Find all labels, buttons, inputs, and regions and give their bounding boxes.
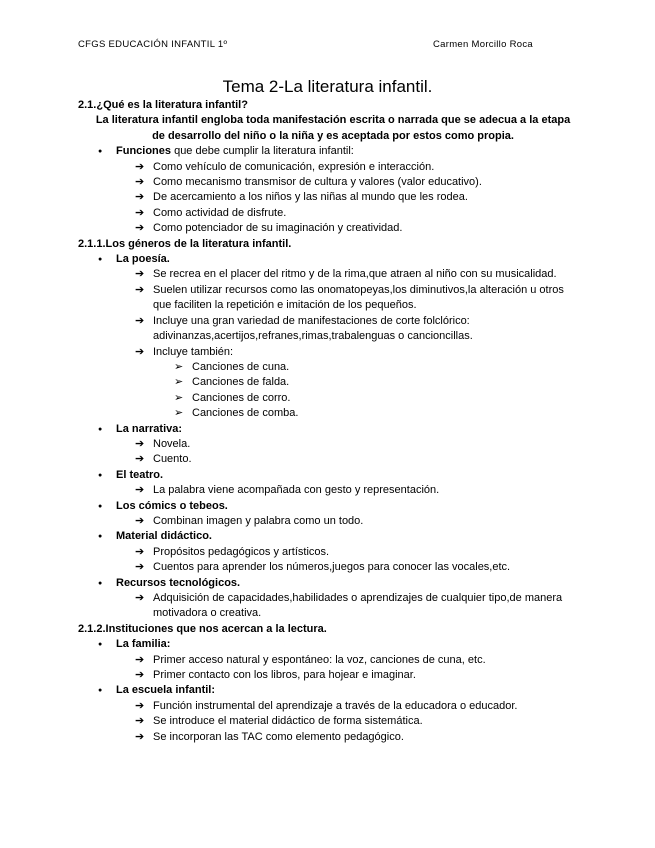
arrow-icon: ➔ — [135, 191, 145, 204]
list-item-text: Cuentos para aprender los números,juegos para conocer las vocales,etc. — [153, 561, 511, 574]
list-item-text: Combinan imagen y palabra como un todo. — [153, 514, 364, 527]
bullet-poesia: ● La poesía. — [78, 252, 568, 267]
arrow-icon: ➔ — [135, 669, 145, 682]
bullet-teatro: ● El teatro. — [78, 468, 568, 483]
list-item — [78, 345, 568, 360]
page-title: Tema 2-La literatura infantil. — [222, 77, 433, 96]
sub-arrow-icon: ➢ — [174, 391, 184, 404]
list-item-text: Adquisición de capacidades,habilidades o aprendizajes de cualquier tipo,de manera motivadora o creativa. — [153, 592, 563, 620]
arrow-icon: ➔ — [135, 699, 145, 712]
sub-arrow-icon: ➢ — [174, 407, 184, 420]
arrow-icon: ➔ — [135, 730, 145, 743]
arrow-icon: ➔ — [135, 514, 145, 527]
funciones-text: que debe cumplir la literatura infantil: — [171, 145, 354, 158]
list-item — [78, 668, 568, 683]
list-item-text: Como vehículo de comunicación, expresión e interacción. — [153, 160, 435, 173]
bullet-narrativa: ● La narrativa: — [78, 422, 568, 437]
list-item — [78, 175, 568, 190]
sub-arrow-icon: ➢ — [174, 376, 184, 389]
list-item-text: De acercamiento a los niños y las niñas al mundo que les rodea. — [153, 191, 468, 204]
sub-list-item — [78, 375, 568, 390]
arrow-icon: ➔ — [135, 715, 145, 728]
list-item-text: Se introduce el material didáctico de forma sistemática. — [153, 715, 423, 728]
bullet-funciones — [78, 144, 568, 159]
bullet-material-didactico: ● Material didáctico. — [78, 529, 568, 544]
list-item — [78, 545, 568, 560]
sub-list-item — [78, 391, 568, 406]
definition-paragraph: La literatura infantil engloba toda manifestación escrita o narrada que se adecua a la etapa de desarrollo del niño o la niña y es aceptada por estos como propia. — [95, 114, 571, 142]
list-item-text: Incluye una gran variedad de manifestaciones de corte folclórico: adivinanzas,acertijos,refranes,rimas,trabalenguas o cancioncillas. — [153, 314, 473, 343]
arrow-icon: ➔ — [135, 484, 145, 497]
sub-list-item-text: Canciones de cuna. — [192, 360, 290, 373]
sub-list-item-text: Canciones de falda. — [192, 376, 290, 389]
list-item-text: Primer contacto con los libros, para hojear e imaginar. — [153, 669, 416, 682]
arrow-icon: ➔ — [135, 545, 145, 558]
bullet-recursos-tecnologicos: ● Recursos tecnológicos. — [78, 576, 568, 591]
arrow-icon: ➔ — [135, 160, 145, 173]
arrow-icon: ➔ — [135, 453, 145, 466]
list-item-text: Cuento. — [153, 453, 192, 466]
bullet-comics: ● Los cómics o tebeos. — [78, 499, 568, 514]
arrow-icon: ➔ — [135, 206, 145, 219]
arrow-icon: ➔ — [135, 268, 145, 281]
list-item — [78, 714, 568, 729]
sub-list-item-text: Canciones de corro. — [192, 391, 291, 404]
arrow-icon: ➔ — [135, 345, 145, 358]
section-heading-2-1-1: 2.1.1.Los géneros de la literatura infantil. — [78, 237, 292, 250]
list-item — [78, 452, 568, 467]
list-item-text: Función instrumental del aprendizaje a través de la educadora o educador. — [153, 699, 518, 712]
list-item-text: La palabra viene acompañada con gesto y representación. — [153, 484, 440, 497]
arrow-icon: ➔ — [135, 176, 145, 189]
arrow-icon: ➔ — [135, 592, 145, 604]
list-item — [78, 653, 568, 668]
document-body — [78, 98, 571, 745]
sub-list-item-text: Canciones de comba. — [192, 407, 299, 420]
section-heading-2-1-2: 2.1.2.Instituciones que nos acercan a la lectura. — [78, 622, 327, 635]
list-item — [78, 483, 568, 498]
list-item-text: Novela. — [153, 437, 191, 450]
bullet-escuela-infantil: ● La escuela infantil: — [78, 683, 568, 698]
list-item-text: Como actividad de disfrute. — [153, 206, 287, 219]
funciones-label: Funciones — [116, 145, 172, 158]
list-item — [78, 314, 568, 345]
sub-arrow-icon: ➢ — [174, 360, 184, 373]
sub-list-item — [78, 406, 568, 421]
list-item-text: Incluye también: — [153, 345, 234, 358]
list-item-text: Primer acceso natural y espontáneo: la voz, canciones de cuna, etc. — [153, 653, 486, 666]
list-item — [78, 699, 568, 714]
section-heading-2-1: 2.1.¿Qué es la literatura infantil? — [78, 99, 248, 111]
list-item — [78, 560, 568, 575]
header-author: Carmen Morcillo Roca — [433, 39, 533, 50]
header-course: CFGS EDUCACIÓN INFANTIL 1º — [78, 39, 228, 50]
sub-list-item — [78, 360, 568, 375]
arrow-icon: ➔ — [135, 561, 145, 574]
list-item-text: Se recrea en el placer del ritmo y de la rima,que atraen al niño con su musicalidad. — [153, 268, 557, 281]
list-item — [78, 730, 568, 745]
list-item — [78, 514, 568, 529]
arrow-icon: ➔ — [135, 314, 145, 327]
list-item — [78, 160, 568, 175]
list-item — [78, 221, 568, 236]
list-item-text: Propósitos pedagógicos y artísticos. — [153, 545, 330, 558]
arrow-icon: ➔ — [135, 222, 145, 235]
list-item-text: Como mecanismo transmisor de cultura y valores (valor educativo). — [153, 176, 482, 189]
arrow-icon: ➔ — [135, 283, 145, 296]
list-item — [78, 283, 568, 314]
list-item-text: Como potenciador de su imaginación y creatividad. — [153, 222, 403, 235]
bullet-familia: ● La familia: — [78, 637, 568, 652]
arrow-icon: ➔ — [135, 653, 145, 666]
list-item — [78, 591, 568, 622]
list-item — [78, 206, 568, 221]
list-item — [78, 437, 568, 452]
list-item-text: Suelen utilizar recursos como las onomatopeyas,los diminutivos,la alteración u otros que faciliten la repetición e imitación de los pequeños. — [153, 283, 564, 312]
list-item-text: Se incorporan las TAC como elemento pedagógico. — [153, 730, 404, 743]
list-item — [78, 190, 568, 205]
arrow-icon: ➔ — [135, 437, 145, 450]
list-item — [78, 267, 568, 282]
